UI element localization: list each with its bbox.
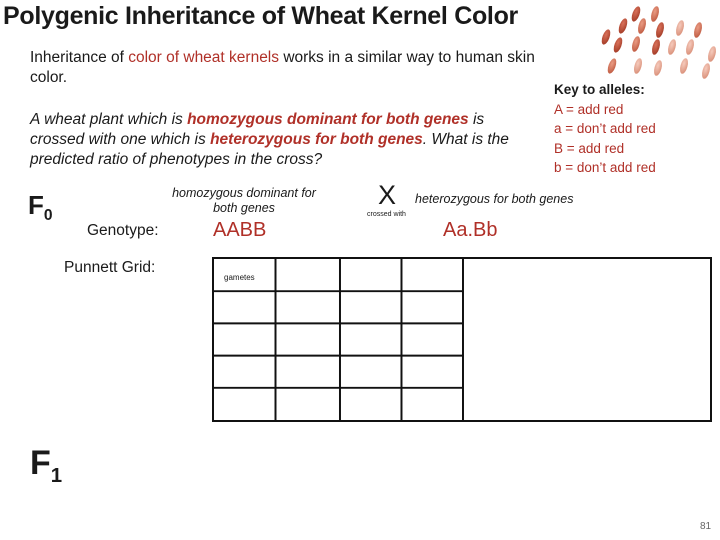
parent2-genotype: Aa.Bb (443, 219, 498, 241)
generation-subscript: 1 (50, 464, 63, 487)
allele-key (554, 80, 656, 178)
gametes-label: gametes (224, 273, 255, 282)
generation-f0-label (28, 190, 53, 225)
question-text-part: . What is the predicted ratio of phenotypes in the cross? (30, 131, 509, 168)
allele-key-line: a = don’t add red (554, 121, 656, 136)
question-text-part: is crossed with one which is (30, 111, 485, 148)
generation-letter: F (28, 190, 44, 220)
allele-key-header: Key to alleles: (554, 82, 645, 97)
generation-f1-label (30, 444, 62, 488)
parent1-description: homozygous dominant for both genes (172, 186, 316, 215)
question-text-part: A wheat plant which is (30, 111, 188, 128)
generation-subscript: 0 (43, 207, 53, 225)
punnett-grid[interactable] (212, 257, 712, 422)
intro-text (30, 48, 550, 88)
wheat-kernels-image (598, 4, 720, 80)
question-highlight-homozygous: homozygous dominant for both genes (187, 111, 469, 128)
allele-key-line: b = don’t add red (554, 160, 656, 175)
page-number: 81 (700, 521, 712, 532)
allele-key-line: A = add red (554, 101, 624, 117)
parent1-genotype: AABB (213, 219, 267, 241)
generation-letter: F (30, 444, 51, 482)
intro-text-part: works in a similar way to human skin color. (30, 49, 535, 86)
question-text (30, 110, 535, 170)
slide-title: Polygenic Inheritance of Wheat Kernel Color (3, 2, 518, 30)
cross-symbol: X (378, 180, 397, 210)
question-highlight-heterozygous: heterozygous for both genes (210, 131, 423, 148)
cross-caption: crossed with (367, 211, 406, 218)
parent2-description: heterozygous for both genes (415, 192, 574, 206)
intro-highlight: color of wheat kernels (128, 49, 280, 66)
intro-text-part: Inheritance of (30, 49, 129, 66)
genotype-label: Genotype: (87, 222, 159, 239)
allele-key-line: B = add red (554, 140, 625, 156)
punnett-grid-label: Punnett Grid: (64, 259, 156, 276)
